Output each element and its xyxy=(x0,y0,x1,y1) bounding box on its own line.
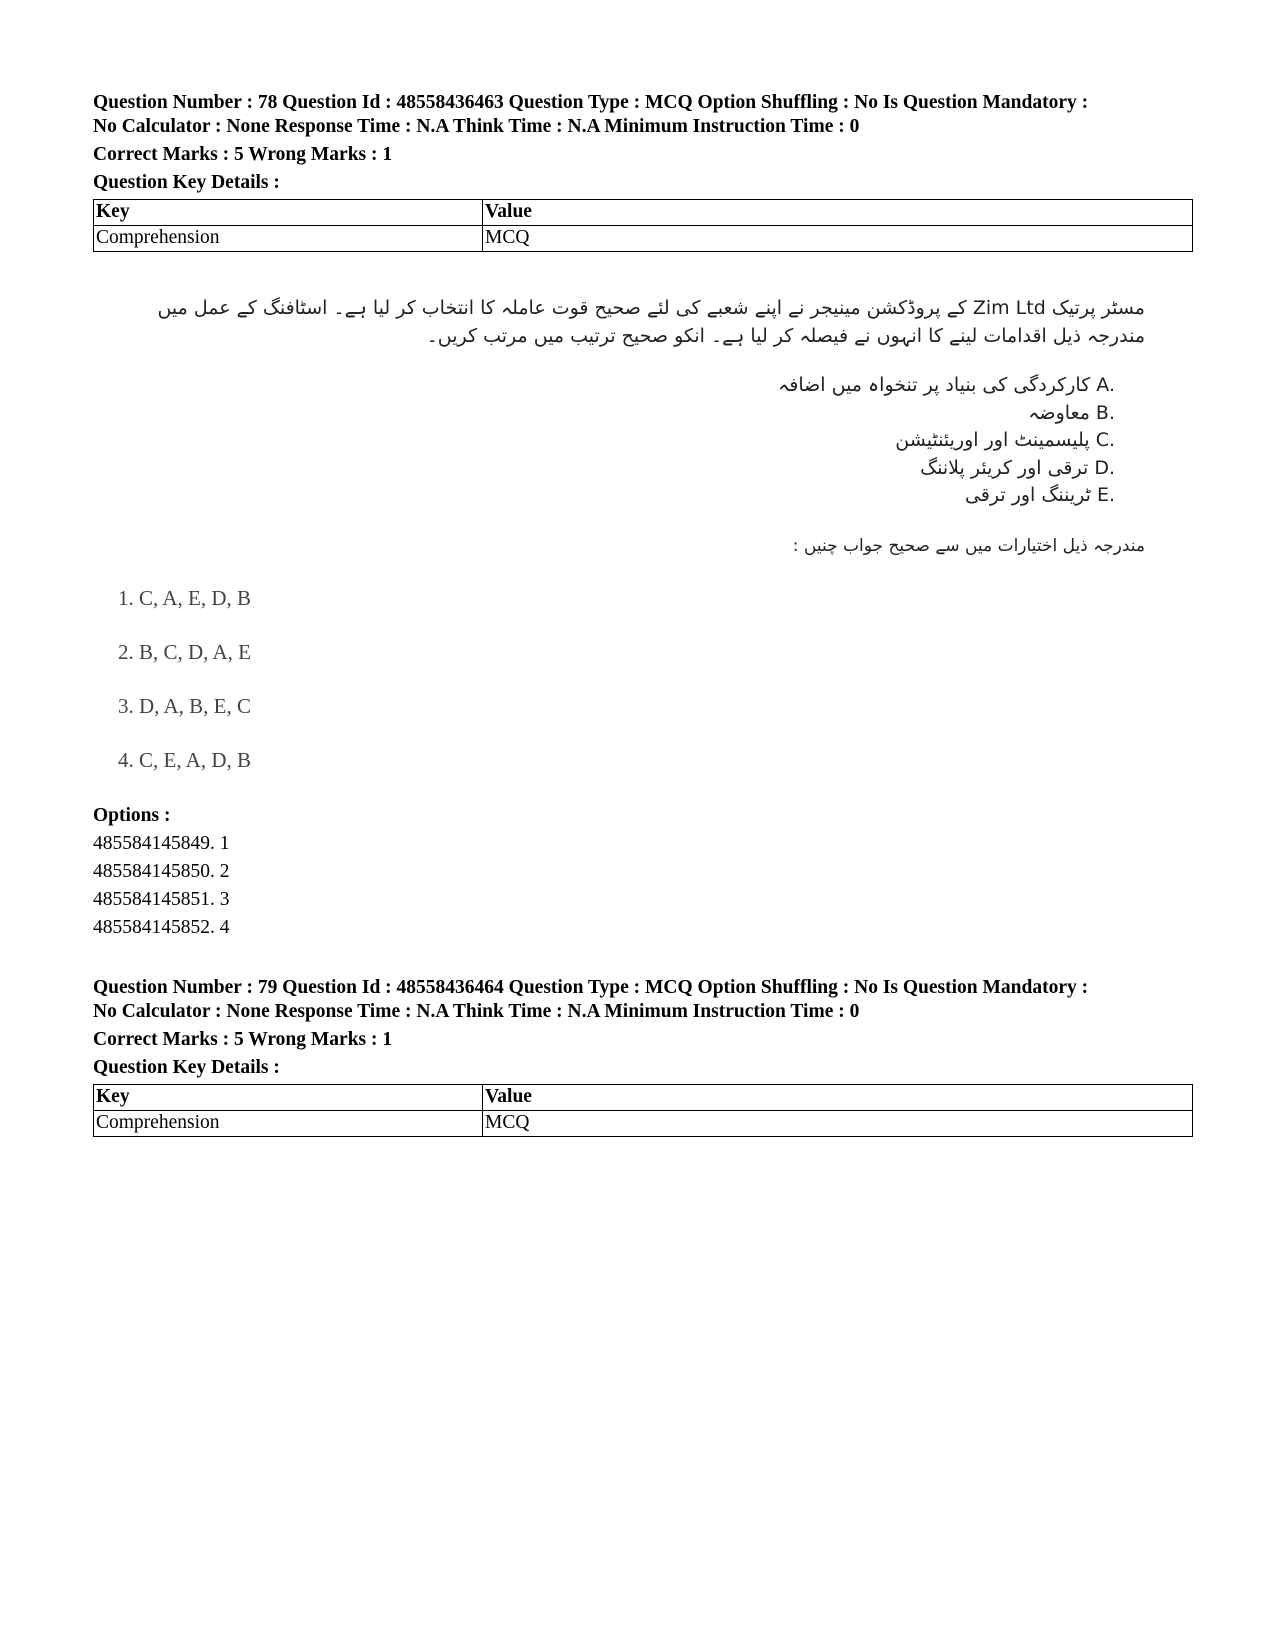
table-cell-key: Comprehension xyxy=(94,226,483,252)
list-item xyxy=(415,455,1115,483)
urdu-stem-line-1: مسٹر پرتیک Zim Ltd کے پروڈکشن مینیجر نے اپنے شعبے کی لئے صحیح قوت عاملہ کا انتخاب کر لیا ہے۔ اسٹافنگ کے عمل میں xyxy=(157,297,1145,319)
item-text: پلیسمینٹ اور اوریئنٹیشن xyxy=(895,429,1090,451)
question-78-meta-line2: No Calculator : None Response Time : N.A Think Time : N.A Minimum Instruction Time : 0 xyxy=(93,116,860,137)
options-label: Options : xyxy=(93,805,171,826)
table-header-key: Key xyxy=(94,1085,483,1111)
item-letter: E. xyxy=(1096,484,1115,506)
question-78-key-details-label: Question Key Details : xyxy=(93,172,280,193)
table-header-row xyxy=(94,200,1193,226)
table-header-key: Key xyxy=(94,200,483,226)
question-79-meta-line2: No Calculator : None Response Time : N.A Think Time : N.A Minimum Instruction Time : 0 xyxy=(93,1001,860,1022)
option-item-2: 485584145850. 2 xyxy=(93,861,230,882)
table-header-row xyxy=(94,1085,1193,1111)
question-78-answer-choices xyxy=(118,584,251,800)
item-letter: B. xyxy=(1095,401,1115,424)
item-text: معاوضہ xyxy=(1028,401,1090,424)
question-79-meta-line1: Question Number : 79 Question Id : 48558436464 Question Type : MCQ Option Shuffling : No Is Question Mandatory : xyxy=(93,977,1089,998)
question-78-urdu-statements xyxy=(415,372,1115,510)
table-header-value: Value xyxy=(483,200,1193,226)
item-text: ٹریننگ اور ترقی xyxy=(964,484,1091,506)
option-item-4: 485584145852. 4 xyxy=(93,917,230,938)
option-item-3: 485584145851. 3 xyxy=(93,889,230,910)
list-item xyxy=(415,482,1115,510)
question-79-key-table xyxy=(93,1084,1193,1137)
answer-choice-4: 4. C, E, A, D, B xyxy=(118,748,252,772)
question-79-marks: Correct Marks : 5 Wrong Marks : 1 xyxy=(93,1029,393,1050)
answer-choice-3: 3. D, A, B, E, C xyxy=(118,694,252,718)
table-header-value: Value xyxy=(483,1085,1193,1111)
table-row xyxy=(94,226,1193,252)
question-79-header xyxy=(93,976,1193,1137)
question-78-urdu-stem xyxy=(120,294,1145,350)
item-letter: C. xyxy=(1095,429,1115,451)
item-letter: A. xyxy=(1096,374,1115,396)
list-item xyxy=(415,372,1115,400)
urdu-stem-line-2: مندرجہ ذیل اقدامات لینے کا انہوں نے فیصلہ کر لیا ہے۔ انکو صحیح ترتیب میں مرتب کریں۔ xyxy=(426,325,1145,347)
answer-choice-2: 2. B, C, D, A, E xyxy=(118,640,252,664)
list-item xyxy=(415,400,1115,428)
item-text: کارکردگی کی بنیاد پر تنخواہ میں اضافہ xyxy=(778,374,1091,396)
question-78-urdu-instruction: مندرجہ ذیل اختیارات میں سے صحیح جواب چنیں : xyxy=(792,536,1145,556)
table-cell-value: MCQ xyxy=(483,1111,1193,1137)
answer-choice-1: 1. C, A, E, D, B xyxy=(118,586,252,610)
option-item-1: 485584145849. 1 xyxy=(93,833,230,854)
table-row xyxy=(94,1111,1193,1137)
question-79-key-details-label: Question Key Details : xyxy=(93,1057,280,1078)
question-78-options xyxy=(93,802,230,942)
item-letter: D. xyxy=(1094,456,1115,479)
list-item xyxy=(415,427,1115,455)
question-78-meta-line1: Question Number : 78 Question Id : 48558436463 Question Type : MCQ Option Shuffling : No Is Question Mandatory : xyxy=(93,92,1089,113)
item-text: ترقی اور کریئر پلاننگ xyxy=(920,456,1089,479)
question-78-key-table xyxy=(93,199,1193,252)
question-78-header xyxy=(93,91,1193,252)
table-cell-key: Comprehension xyxy=(94,1111,483,1137)
table-cell-value: MCQ xyxy=(483,226,1193,252)
question-78-marks: Correct Marks : 5 Wrong Marks : 1 xyxy=(93,144,393,165)
